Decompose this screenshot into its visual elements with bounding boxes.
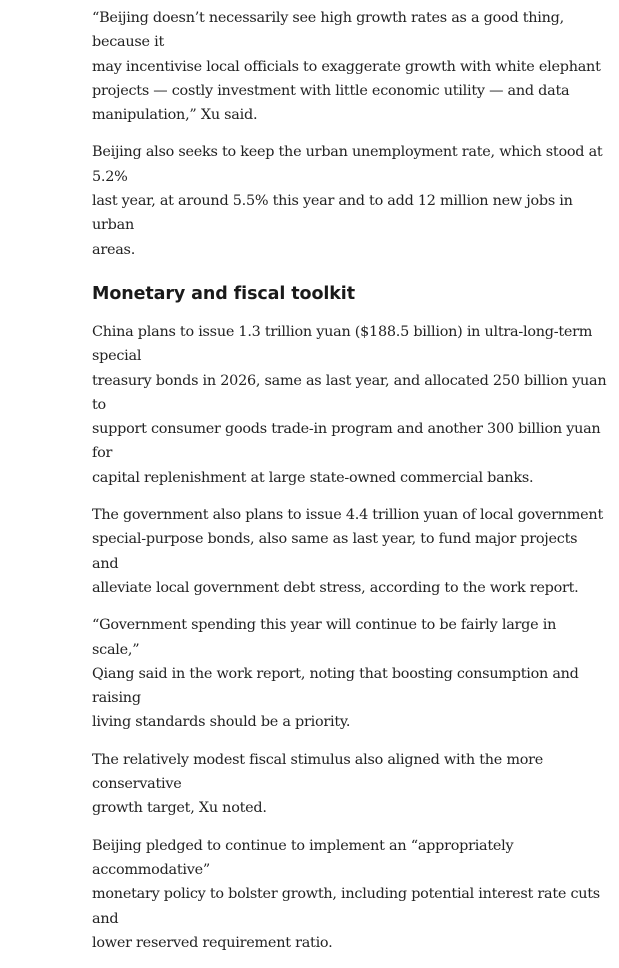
article-paragraph: “Beijing doesn’t necessarily see high growth rates as a good thing, because it may incentivise local officials to exaggerate growth with white elephant projects — costly investment with little economic utility — and data manipulation,” Xu said. xyxy=(92,10,601,124)
article-paragraph: The government also plans to issue 4.4 trillion yuan of local government special-purpose bonds, also same as last year, to fund major projects and alleviate local government debt stress, according to the work report. xyxy=(92,507,603,596)
article-paragraph: Beijing also seeks to keep the urban unemployment rate, which stood at 5.2% last year, at around 5.5% this year and to add 12 million new jobs in urban areas. xyxy=(92,144,603,258)
article-paragraph: The relatively modest fiscal stimulus also aligned with the more conservative growth target, Xu noted. xyxy=(92,751,544,817)
article-paragraph: Beijing pledged to continue to implement an “appropriately accommodative” monetary policy to bolster growth, including potential interest rate cuts and lower reserved requirement ratio. xyxy=(92,837,600,951)
article-paragraph: “Government spending this year will continue to be fairly large in scale,” Qiang said in the work report, noting that boosting consumption and raising living standards should be a priority. xyxy=(92,617,579,731)
article-paragraph: China plans to issue 1.3 trillion yuan ($188.5 billion) in ultra-long-term special treasury bonds in 2026, same as last year, and allocated 250 billion yuan to support consumer goods trade-in program and another 300 billion yuan for capital replenishment at large state-owned commercial banks. xyxy=(92,323,607,486)
article-body xyxy=(92,6,607,968)
section-heading: Monetary and fiscal toolkit xyxy=(92,283,355,304)
